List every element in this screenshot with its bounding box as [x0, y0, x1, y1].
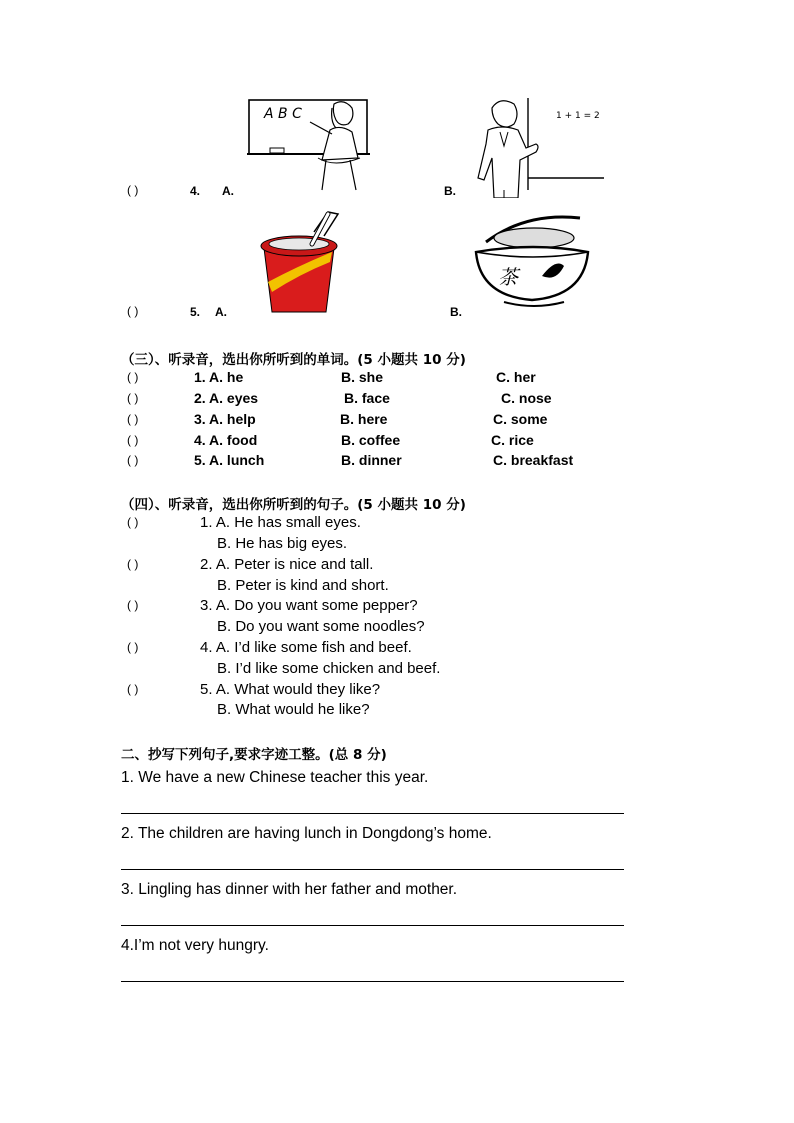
- question-number: 5.: [190, 305, 201, 319]
- tea-bowl-image: [468, 212, 598, 316]
- answer-blank[interactable]: ( ): [127, 183, 139, 197]
- option-b: B. here: [340, 411, 388, 427]
- option-b: B. Peter is kind and short.: [217, 577, 389, 594]
- option-b: B. Do you want some noodles?: [217, 618, 425, 635]
- option-a: 1. A. He has small eyes.: [200, 514, 361, 531]
- option-b: B. He has big eyes.: [217, 535, 348, 552]
- copy-sentence: 1. We have a new Chinese teacher this year.: [121, 769, 429, 786]
- option-a: 5. A. lunch: [194, 452, 265, 468]
- option-b-label: B.: [444, 184, 456, 198]
- answer-blank[interactable]: ( ): [127, 682, 139, 696]
- teacher-abc-blackboard-image: [246, 96, 372, 196]
- option-a: 1. A. he: [194, 369, 244, 385]
- option-c: C. some: [493, 411, 548, 427]
- answer-blank[interactable]: ( ): [127, 557, 139, 571]
- writing-line[interactable]: [121, 813, 624, 814]
- answer-blank[interactable]: ( ): [127, 304, 139, 318]
- option-a: 2. A. eyes: [194, 390, 259, 406]
- copy-sentence: 3. Lingling has dinner with her father and mother.: [121, 881, 458, 898]
- option-b: B. dinner: [341, 452, 402, 468]
- answer-blank[interactable]: ( ): [127, 515, 139, 529]
- copy-sentence: 4.I’m not very hungry.: [121, 937, 269, 954]
- option-c: C. rice: [491, 432, 534, 448]
- answer-blank[interactable]: ( ): [127, 391, 139, 405]
- section-3-heading: （三）、听录音，选出你所听到的单词。(5 小题共 10 分): [121, 352, 466, 368]
- soft-drink-cup-image: [254, 204, 346, 316]
- option-a: 3. A. help: [194, 411, 256, 427]
- option-b: B. I’d like some chicken and beef.: [217, 660, 441, 677]
- option-c: C. nose: [501, 390, 552, 406]
- option-a-label: A.: [215, 305, 227, 319]
- question-number: 4.: [190, 184, 201, 198]
- option-a-label: A.: [222, 184, 234, 198]
- answer-blank[interactable]: ( ): [127, 598, 139, 612]
- answer-blank[interactable]: ( ): [127, 412, 139, 426]
- option-b-label: B.: [450, 305, 462, 319]
- option-b: B. What would he like?: [217, 701, 370, 718]
- math-text: 1 + 1 = 2: [556, 111, 600, 121]
- option-c: C. her: [496, 369, 536, 385]
- option-c: C. breakfast: [493, 452, 574, 468]
- section-4-heading: （四）、听录音，选出你所听到的句子。(5 小题共 10 分): [121, 497, 466, 513]
- option-a: 3. A. Do you want some pepper?: [200, 597, 418, 614]
- abc-text: A B C: [264, 106, 302, 122]
- tea-character: 茶: [498, 265, 518, 289]
- option-b: B. she: [341, 369, 384, 385]
- teacher-math-board-image: [474, 94, 606, 198]
- writing-line[interactable]: [121, 869, 624, 870]
- writing-line[interactable]: [121, 925, 624, 926]
- answer-blank[interactable]: ( ): [127, 453, 139, 467]
- option-a: 2. A. Peter is nice and tall.: [200, 556, 374, 573]
- option-a: 4. A. food: [194, 432, 258, 448]
- option-a: 4. A. I’d like some fish and beef.: [200, 639, 412, 656]
- option-a: 5. A. What would they like?: [200, 681, 381, 698]
- answer-blank[interactable]: ( ): [127, 370, 139, 384]
- answer-blank[interactable]: ( ): [127, 433, 139, 447]
- answer-blank[interactable]: ( ): [127, 640, 139, 654]
- copy-sentence: 2. The children are having lunch in Dongdong’s home.: [121, 825, 492, 842]
- option-b: B. coffee: [341, 432, 401, 448]
- copy-section-heading: 二、抄写下列句子,要求字迹工整。(总 8 分): [121, 747, 387, 763]
- writing-line[interactable]: [121, 981, 624, 982]
- option-b: B. face: [344, 390, 390, 406]
